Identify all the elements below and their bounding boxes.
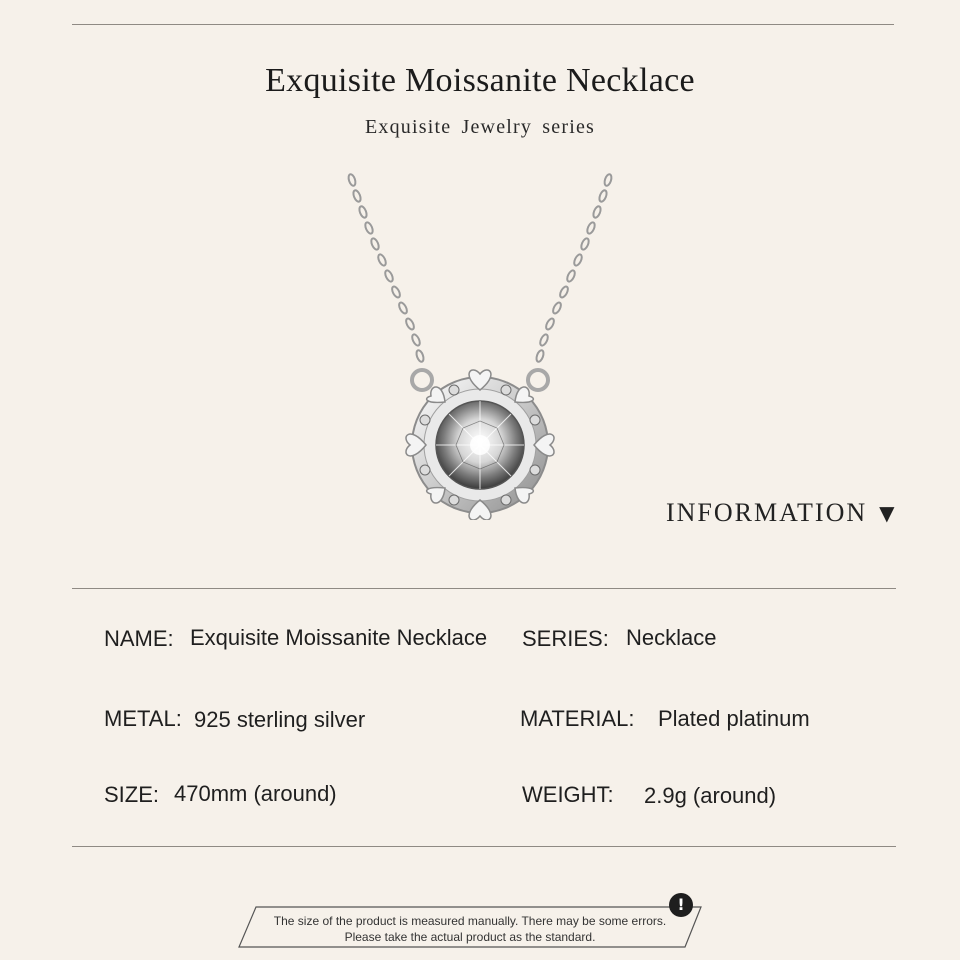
page-subtitle: Exquisite Jewelry series xyxy=(364,116,596,138)
measurement-notice xyxy=(238,906,702,948)
necklace-pendant-icon xyxy=(330,160,630,520)
exclamation-icon: ! xyxy=(669,893,693,917)
spec-metal-value: 925 sterling silver xyxy=(194,707,366,732)
spec-material-value: Plated platinum xyxy=(658,706,810,731)
information-heading xyxy=(666,498,897,528)
spec-name-label: NAME: xyxy=(104,626,174,651)
spec-weight-label: WEIGHT: xyxy=(522,782,614,807)
spec-material-label: MATERIAL: xyxy=(520,706,635,731)
spec-series-value: Necklace xyxy=(626,625,717,650)
page-title: Exquisite Moissanite Necklace xyxy=(265,62,695,99)
information-label: INFORMATION xyxy=(666,498,868,527)
spec-size-label: SIZE: xyxy=(104,782,160,807)
spec-size-value: 470mm (around) xyxy=(174,781,337,806)
spec-metal-label: METAL: xyxy=(104,706,182,731)
divider-upper xyxy=(72,588,896,589)
top-divider xyxy=(72,24,894,25)
spec-name-value: Exquisite Moissanite Necklace xyxy=(190,625,488,650)
divider-lower xyxy=(72,846,896,847)
triangle-down-icon: ▼ xyxy=(879,501,897,525)
spec-series-label: SERIES: xyxy=(522,626,609,651)
notice-line-1: The size of the product is measured manually. There may be some errors. xyxy=(273,914,667,928)
notice-line-2: Please take the actual product as the standard. xyxy=(344,930,596,944)
spec-weight-value: 2.9g (around) xyxy=(644,783,777,808)
